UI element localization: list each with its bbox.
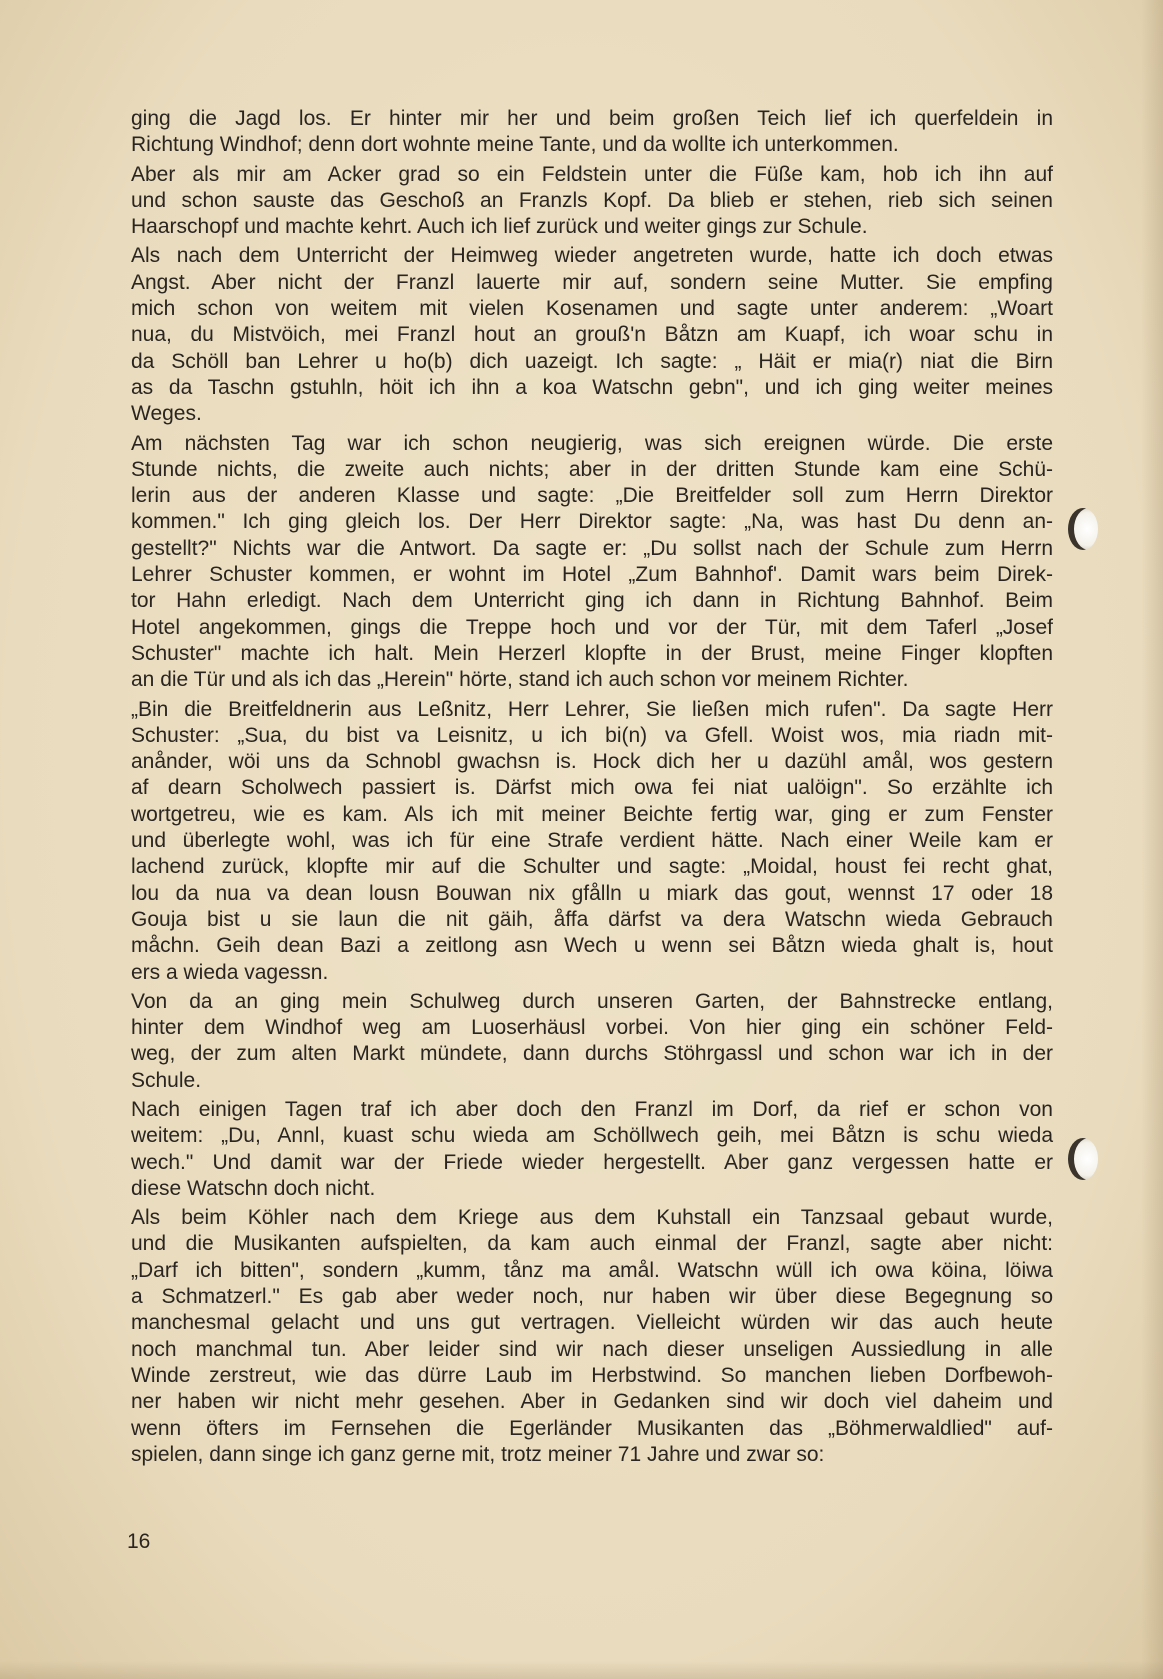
text-line: wortgetreu, wie es kam. Als ich mit meiner Beichte fertig war, ging er zum Fenster (131, 802, 1053, 826)
text-line: af dearn Scholwech passiert is. Därfst mich owa fei niat ualöign". So erzählte ich (131, 776, 1053, 800)
text-line: Angst. Aber nicht der Franzl lauerte mir auf, sondern seine Mutter. Sie empfing (131, 270, 1053, 294)
paragraph (131, 431, 1053, 694)
paragraph (131, 106, 1053, 159)
text-line: wenn öfters im Fernsehen die Egerländer Musikanten das „Böhmerwaldlied" auf- (131, 1416, 1053, 1440)
text-line: Winde zerstreut, wie das dürre Laub im Herbstwind. So manchen lieben Dorfbewoh- (131, 1363, 1053, 1387)
text-line: lerin aus der anderen Klasse und sagte: „Die Breitfelder soll zum Herrn Direktor (131, 484, 1053, 508)
text-line: da Schöll ban Lehrer u ho(b) dich uazeigt. Ich sagte: „ Häit er mia(r) niat die Birn (131, 349, 1053, 373)
text-line: lou da nua va dean lousn Bouwan nix gfålln u miark das gout, wennst 17 oder 18 (131, 881, 1053, 905)
text-line: nua, du Mistvöich, mei Franzl hout an grouß'n Båtzn am Kuapf, ich woar schu in (131, 323, 1053, 347)
text-line: kommen." Ich ging gleich los. Der Herr Direktor sagte: „Na, was hast Du denn an- (131, 510, 1053, 534)
text-line: „Bin die Breitfeldnerin aus Leßnitz, Herr Lehrer, Sie ließen mich rufen". Da sagte Herr (131, 697, 1053, 721)
text-line: und überlegte wohl, was ich für eine Strafe verdient hätte. Nach einer Weile kam er (131, 829, 1053, 853)
text-line: Als nach dem Unterricht der Heimweg wieder angetreten wurde, hatte ich doch etwas (131, 244, 1053, 268)
text-line: Schuster" machte ich halt. Mein Herzerl klopfte in der Brust, meine Finger klopften (131, 641, 1053, 665)
text-line: Weges. (131, 402, 202, 426)
paragraph (131, 243, 1053, 427)
text-line: diese Watschn doch nicht. (131, 1176, 376, 1200)
text-line: Aber als mir am Acker grad so ein Feldstein unter die Füße kam, hob ich ihn auf (131, 162, 1053, 186)
body-text (131, 106, 1053, 1471)
text-line: Am nächsten Tag war ich schon neugierig, was sich ereignen würde. Die erste (131, 431, 1053, 455)
text-line: Schule. (131, 1068, 202, 1092)
page-number: 16 (127, 1530, 151, 1553)
text-line: Stunde nichts, die zweite auch nichts; aber in der dritten Stunde kam eine Schü- (131, 457, 1053, 481)
text-line: ner haben wir nicht mehr gesehen. Aber in Gedanken sind wir doch viel daheim und (131, 1390, 1053, 1414)
text-line: und schon sauste das Geschoß an Franzls Kopf. Da blieb er stehen, rieb sich seinen (131, 188, 1053, 212)
text-line: Von da an ging mein Schulweg durch unseren Garten, der Bahnstrecke entlang, (131, 989, 1053, 1013)
text-line: ging die Jagd los. Er hinter mir her und beim großen Teich lief ich querfeldein in (131, 107, 1053, 130)
text-line: as da Taschn gstuhln, höit ich ihn a koa Watschn gebn", und ich ging weiter meines (131, 375, 1053, 399)
punch-hole-icon (1068, 508, 1098, 550)
text-line: mich schon von weitem mit vielen Kosenamen und sagte unter anderem: „Woart (131, 297, 1053, 321)
text-line: Richtung Windhof; denn dort wohnte meine Tante, und da wollte ich unterkommen. (131, 133, 899, 157)
page-edge-shadow (1141, 0, 1163, 1679)
text-line: Schuster: „Sua, du bist va Leisnitz, u ich bi(n) va Gfell. Woist wos, mia riadn mit- (131, 723, 1053, 747)
text-line: måchn. Geih dean Bazi a zeitlong asn Wech u wenn sei Båtzn wieda ghalt is, hout (131, 934, 1053, 958)
paragraph (131, 1205, 1053, 1468)
text-line: gestellt?" Nichts war die Antwort. Da sagte er: „Du sollst nach der Schule zum Herrn (131, 536, 1053, 560)
text-line: Als beim Köhler nach dem Kriege aus dem Kuhstall ein Tanzsaal gebaut wurde, (131, 1206, 1053, 1230)
text-line: manchesmal gelacht und uns gut vertragen. Vielleicht würden wir das auch heute (131, 1311, 1053, 1335)
text-line: ers a wieda vagessn. (131, 960, 329, 984)
paragraph (131, 162, 1053, 241)
text-line: lachend zurück, klopfte mir auf die Schulter und sagte: „Moidal, houst fei recht ghat, (131, 855, 1053, 879)
text-line: a Schmatzerl." Es gab aber weder noch, nur haben wir über diese Begegnung so (131, 1285, 1053, 1309)
text-line: und die Musikanten aufspielten, da kam auch einmal der Franzl, sagte aber nicht: (131, 1232, 1053, 1256)
text-line: noch manchmal tun. Aber leider sind wir nach dieser unseligen Aussiedlung in alle (131, 1337, 1053, 1361)
text-line: Hotel angekommen, gings die Treppe hoch und vor der Tür, mit dem Taferl „Josef (131, 615, 1053, 639)
punch-hole-icon (1068, 1138, 1098, 1180)
text-line: wech." Und damit war der Friede wieder hergestellt. Aber ganz vergessen hatte er (131, 1150, 1053, 1174)
text-line: anånder, wöi uns da Schnobl gwachsn is. Hock dich her u dazühl amål, wos gestern (131, 750, 1053, 774)
text-line: Haarschopf und machte kehrt. Auch ich lief zurück und weiter gings zur Schule. (131, 215, 868, 239)
paragraph (131, 1097, 1053, 1202)
paragraph (131, 989, 1053, 1094)
paragraph (131, 697, 1053, 986)
text-line: Lehrer Schuster kommen, er wohnt im Hotel „Zum Bahnhof'. Damit wars beim Direk- (131, 563, 1053, 587)
page-bottom-shadow (0, 1661, 1163, 1679)
text-line: an die Tür und als ich das „Herein" hörte, stand ich auch schon vor meinem Richter. (131, 668, 909, 692)
text-line: Nach einigen Tagen traf ich aber doch den Franzl im Dorf, da rief er schon von (131, 1097, 1053, 1121)
text-line: „Darf ich bitten", sondern „kumm, tånz ma amål. Watschn wüll ich owa köina, löiwa (131, 1258, 1053, 1282)
text-line: Gouja bist u sie laun die nit gäih, åffa därfst va dera Watschn wieda Gebrauch (131, 907, 1053, 931)
text-line: weg, der zum alten Markt mündete, dann durchs Stöhrgassl und schon war ich in der (131, 1042, 1053, 1066)
text-line: weitem: „Du, Annl, kuast schu wieda am Schöllwech geih, mei Båtzn is schu wieda (131, 1124, 1053, 1148)
text-line: spielen, dann singe ich ganz gerne mit, trotz meiner 71 Jahre und zwar so: (131, 1442, 825, 1466)
text-line: tor Hahn erledigt. Nach dem Unterricht ging ich dann in Richtung Bahnhof. Beim (131, 589, 1053, 613)
text-line: hinter dem Windhof weg am Luoserhäusl vorbei. Von hier ging ein schöner Feld- (131, 1016, 1053, 1040)
